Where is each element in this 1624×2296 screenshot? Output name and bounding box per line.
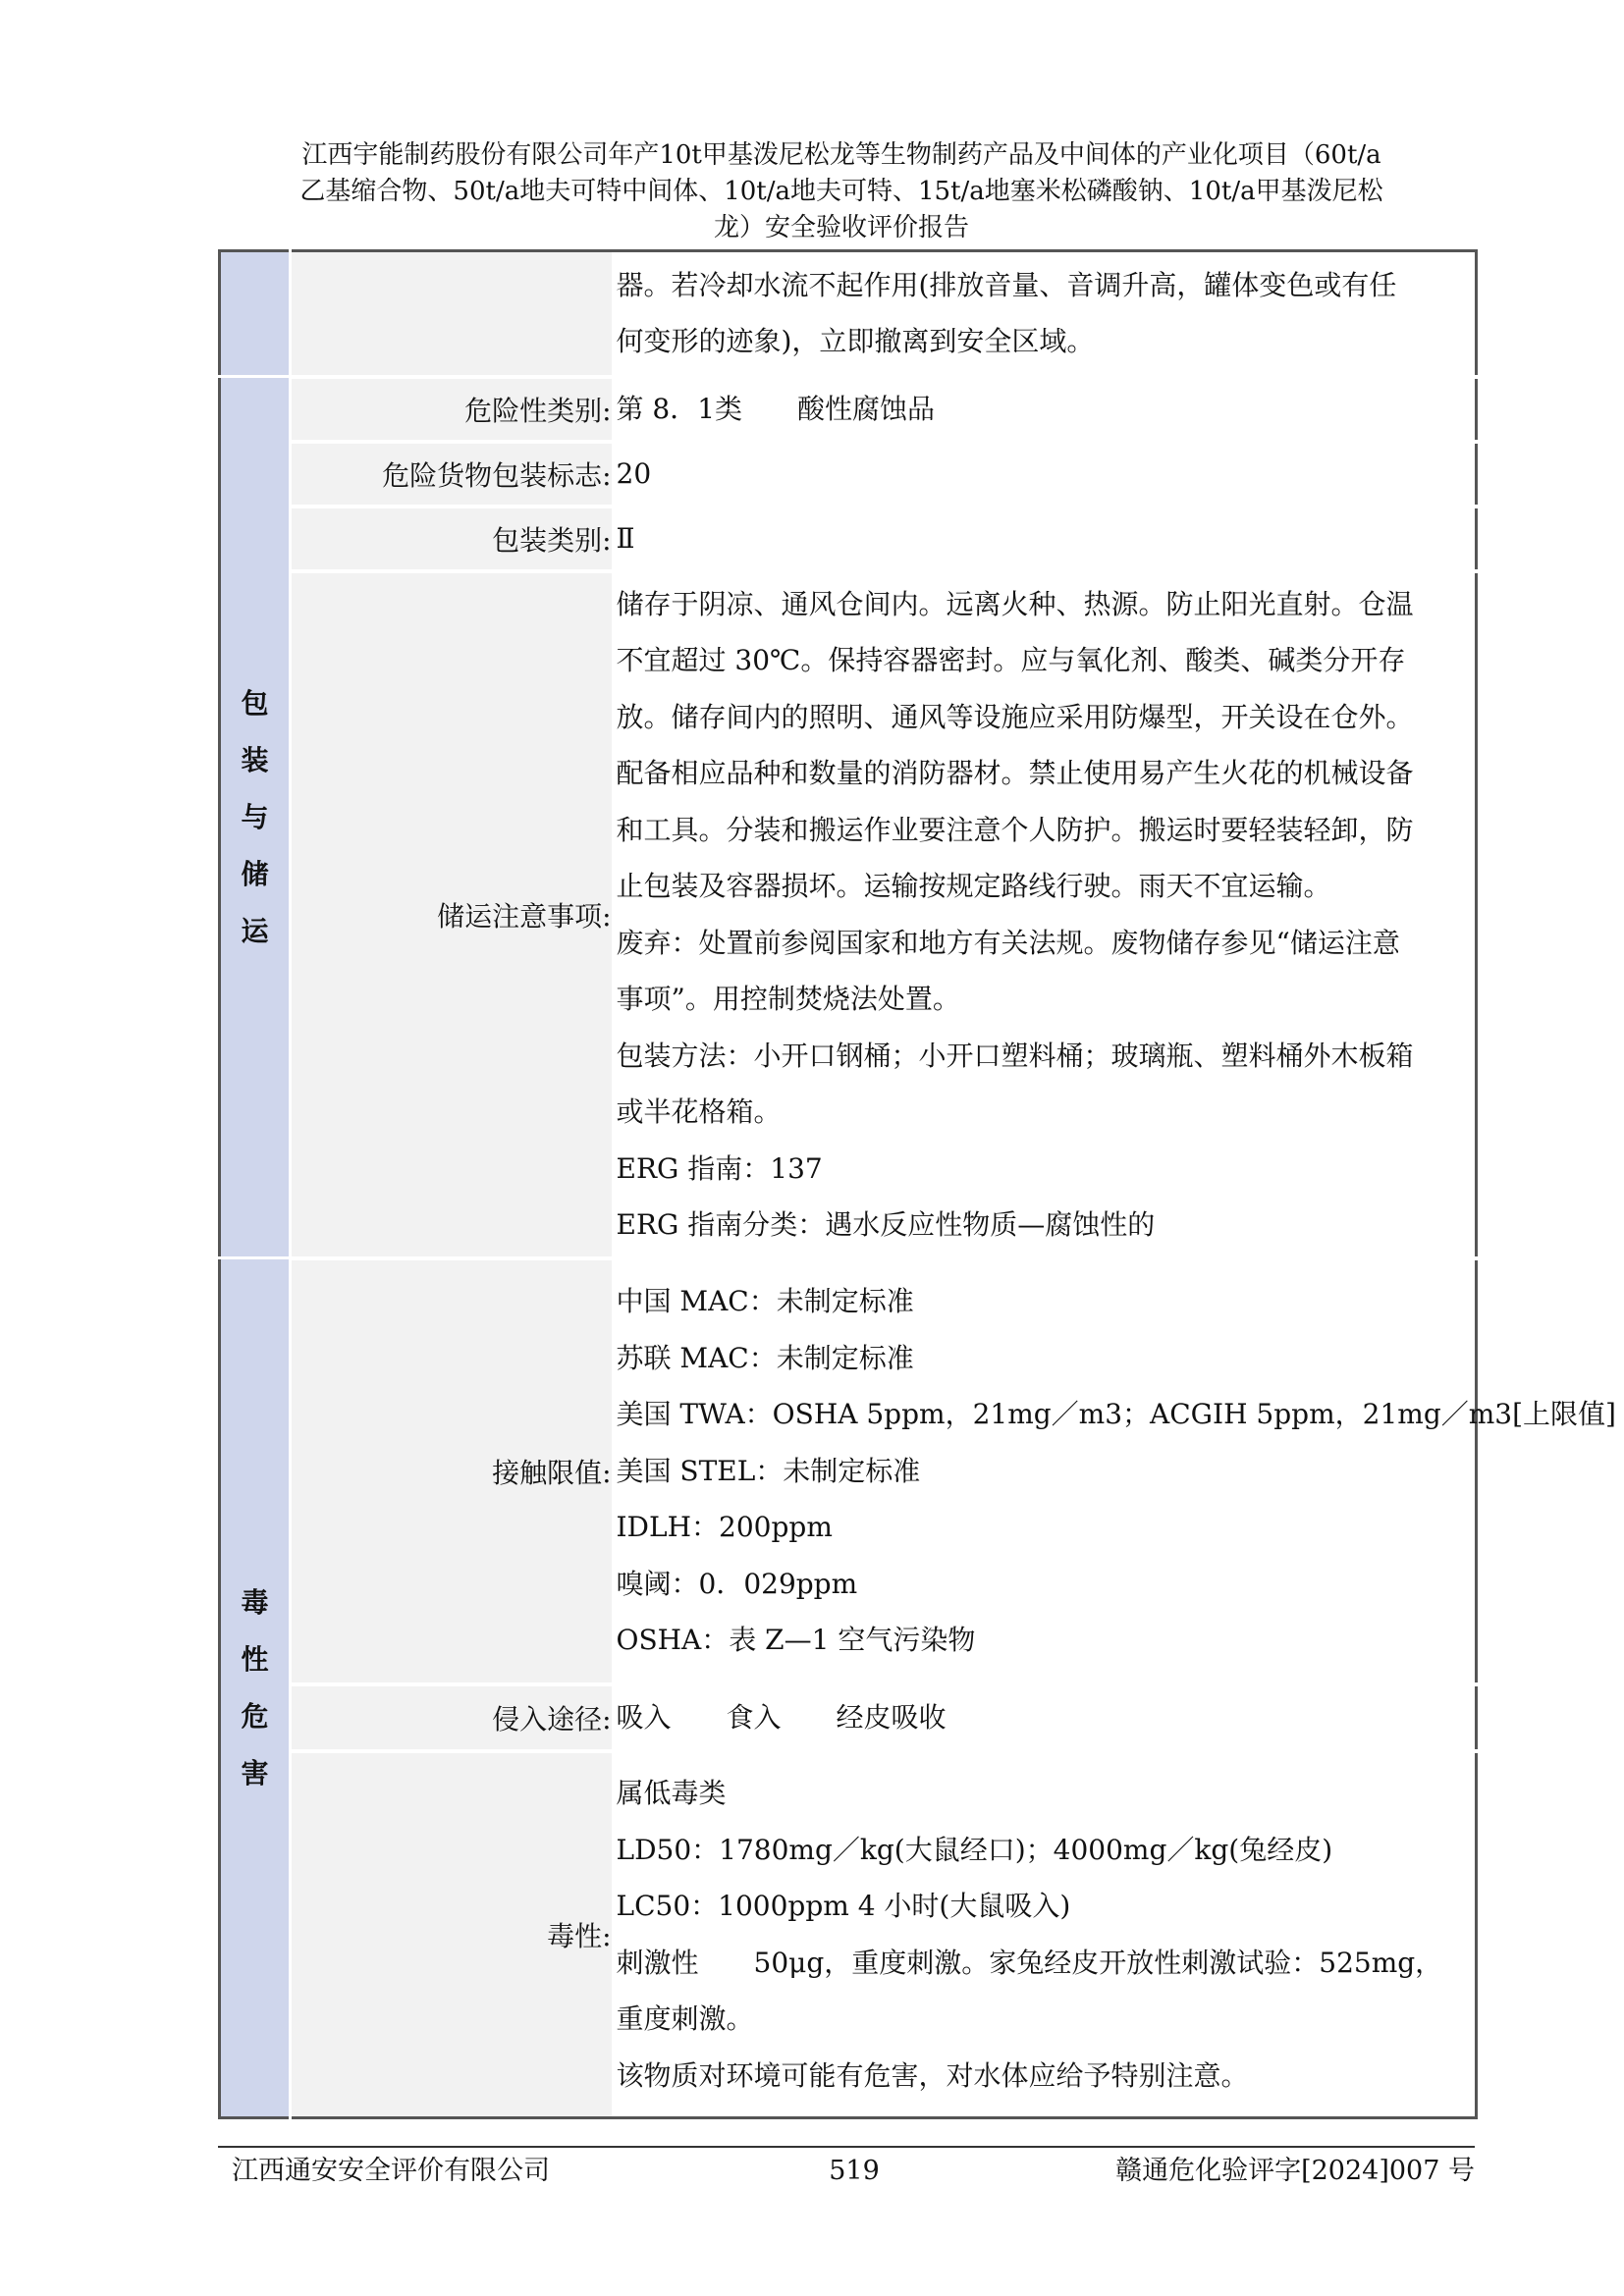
row-storage-notes — [220, 571, 1477, 1258]
exposure-limits-value: 中国 MAC：未制定标准 苏联 MAC：未制定标准 美国 TWA：OSHA 5ppm，21mg／m3；ACGIH 5ppm，21mg／m3[上限值] 美国 STEL：未制定标准 IDLH：200ppm 嗅阈：0．029ppm OSHA：表 Z—1 空气污染物 — [617, 1258, 1477, 1684]
section-packaging-transport: 包 装 与 储 运 — [220, 377, 291, 1258]
msds-table — [218, 249, 1616, 2119]
footer-divider — [218, 2146, 1475, 2148]
header-line-2: 乙基缩合物、50t/a地夫可特中间体、10t/a地夫可特、15t/a地塞米松磷酸钠、10t/a甲基泼尼松 — [299, 177, 1383, 206]
page-number: 519 — [829, 2156, 880, 2186]
row-package-mark — [220, 442, 1477, 507]
storage-notes-value: 储存于阴凉、通风仓间内。远离火种、热源。防止阳光直射。仓温 不宜超过 30℃。保持容器密封。应与氧化剂、酸类、碱类分开存 放。储存间内的照明、通风等设施应采用防爆型，开关设在仓外。 配备相应品种和数量的消防器材。禁止使用易产生火花的机械设备 和工具。分装和搬运作业要注意个人防护。搬运时要轻装轻卸，防 止包装及容器损坏。运输按规定路线行驶。雨天不宜运输。 废弃：处置前参阅国家和地方有关法规。废物储存参见“储运注意 事项”。用控制焚烧法处置。 包装方法：小开口钢桶；小开口塑料桶；玻璃瓶、塑料桶外木板箱 或半花格箱。 ERG 指南：137 ERG 指南分类：遇水反应性物质—腐蚀性的 — [617, 571, 1477, 1258]
package-mark-value: 20 — [617, 442, 1477, 507]
row-exposure-limits — [220, 1258, 1477, 1684]
row-hazard-class — [220, 377, 1477, 442]
continuation-label-cell — [291, 251, 612, 377]
section-toxicity-hazard: 毒 性 危 害 — [220, 1258, 291, 2118]
package-category-label: 包装类别: — [291, 507, 612, 571]
package-category-value: Ⅱ — [617, 507, 1477, 571]
header-line-1: 江西宇能制药股份有限公司年产10t甲基泼尼松龙等生物制药产品及中间体的产业化项目（60t/a — [301, 140, 1381, 170]
hazard-class-value: 第 8．1类 酸性腐蚀品 — [617, 377, 1477, 442]
toxicity-label: 毒性: — [291, 1751, 612, 2118]
row-package-category — [220, 507, 1477, 571]
header-line-3: 龙）安全验收评价报告 — [713, 213, 969, 242]
exposure-limits-label: 接触限值: — [291, 1258, 612, 1684]
footer-company: 江西通安安全评价有限公司 — [232, 2156, 550, 2186]
section-cell-previous — [220, 251, 291, 377]
package-mark-label: 危险货物包装标志: — [291, 442, 612, 507]
row-entry-routes — [220, 1684, 1477, 1751]
footer-doc-number: 赣通危化验评字[2024]007 号 — [1115, 2156, 1475, 2186]
entry-routes-label: 侵入途径: — [291, 1684, 612, 1751]
page-header — [218, 137, 1465, 246]
row-toxicity — [220, 1751, 1477, 2118]
storage-notes-label: 储运注意事项: — [291, 571, 612, 1258]
entry-routes-value: 吸入 食入 经皮吸收 — [617, 1684, 1477, 1751]
continuation-row — [220, 251, 1477, 377]
hazard-class-label: 危险性类别: — [291, 377, 612, 442]
toxicity-value: 属低毒类 LD50：1780mg／kg(大鼠经口)；4000mg／kg(兔经皮) LC50：1000ppm 4 小时(大鼠吸入) 刺激性 50μg，重度刺激。家兔经皮开放性刺激试验：525mg， 重度刺激。 该物质对环境可能有危害，对水体应给予特别注意。 — [617, 1751, 1477, 2118]
continuation-value: 器。若冷却水流不起作用(排放音量、音调升高，罐体变色或有任 何变形的迹象)，立即撤离到安全区域。 — [617, 251, 1477, 377]
